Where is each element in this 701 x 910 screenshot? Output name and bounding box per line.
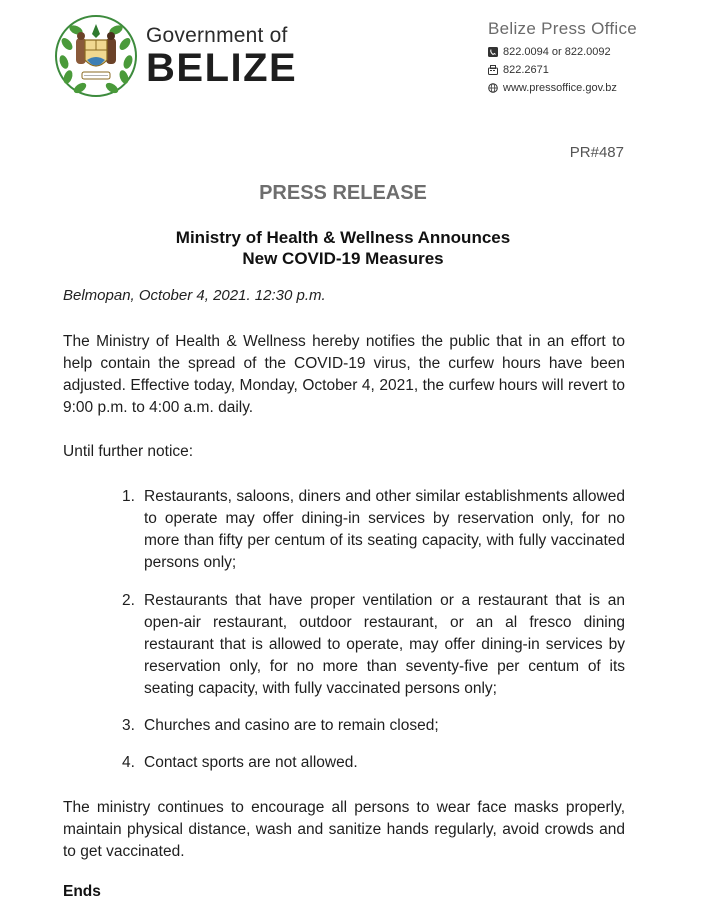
web-row xyxy=(488,79,637,97)
until-notice: Until further notice: xyxy=(63,443,194,460)
list-item xyxy=(122,752,625,774)
gov-line2: BELIZE xyxy=(146,46,298,90)
press-office-title: Belize Press Office xyxy=(488,19,637,38)
list-number: 4. xyxy=(122,754,135,771)
globe-icon xyxy=(488,83,498,93)
document-title: PRESS RELEASE xyxy=(259,182,427,204)
press-release-number: PR#487 xyxy=(569,144,624,161)
list-number: 3. xyxy=(122,717,135,734)
dateline: Belmopan, October 4, 2021. 12:30 p.m. xyxy=(63,287,326,304)
phone-row xyxy=(488,43,637,61)
list-number: 1. xyxy=(122,488,135,505)
list-text: Churches and casino are to remain closed; xyxy=(144,717,439,734)
list-number: 2. xyxy=(122,592,135,609)
ends-marker: Ends xyxy=(63,883,101,900)
headline-line1: Ministry of Health & Wellness Announces xyxy=(175,228,511,247)
government-of-belize-wordmark xyxy=(146,24,297,88)
list-item xyxy=(122,715,625,737)
list-item xyxy=(122,590,625,700)
list-text: Contact sports are not allowed. xyxy=(144,754,358,771)
list-text: Restaurants, saloons, diners and other similar establishments allowed to operate may offer dining-in services by reservation only, for no more than fifty per centum of its seating capacity, with fully vaccinated persons only; xyxy=(144,488,625,571)
headline-line2: New COVID-19 Measures xyxy=(242,249,444,268)
fax-icon xyxy=(488,65,498,75)
belize-coat-of-arms-icon xyxy=(54,14,138,98)
phone-icon xyxy=(488,47,498,57)
web-text[interactable]: www.pressoffice.gov.bz xyxy=(503,82,617,94)
phone-text: 822.0094 or 822.0092 xyxy=(503,46,611,58)
closing-paragraph: The ministry continues to encourage all persons to wear face masks properly, maintain physical distance, wash and sanitize hands regularly, avoid crowds and to get vaccinated. xyxy=(63,799,625,860)
list-item xyxy=(122,486,625,574)
fax-text: 822.2671 xyxy=(503,64,549,76)
list-text: Restaurants that have proper ventilation or a restaurant that is an open-air restaurant, outdoor restaurant, or an al fresco dining restaurant that is allowed to operate, may offer dining-in services by reservation only, for no more than seventy-five per centum of its seating capacity, with fully vaccinated persons only; xyxy=(144,592,625,697)
intro-paragraph: The Ministry of Health & Wellness hereby notifies the public that in an effort to help contain the spread of the COVID-19 virus, the curfew hours have been adjusted. Effective today, Monday, October 4, 2021, the curfew hours will revert to 9:00 p.m. to 4:00 a.m. daily. xyxy=(63,333,625,416)
headline xyxy=(0,227,686,269)
press-office-contact xyxy=(488,19,637,97)
fax-row xyxy=(488,61,637,79)
gov-line1: Government of xyxy=(146,24,288,47)
